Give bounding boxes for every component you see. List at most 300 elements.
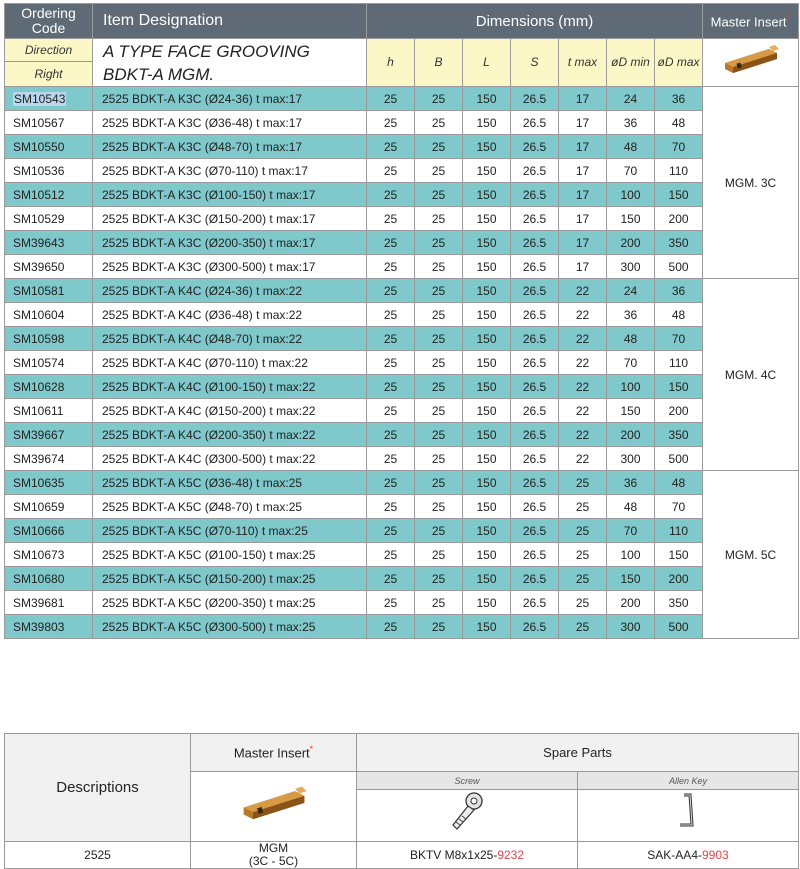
dimension-cell-dmin: 200 [607,591,655,615]
dimension-cell-h: 25 [367,591,415,615]
item-designation-cell: 2525 BDKT-A K4C (Ø24-36) t max:22 [93,279,367,303]
dimension-cell-h: 25 [367,231,415,255]
dimension-cell-t: 25 [559,495,607,519]
dimension-cell-l: 150 [463,135,511,159]
dimension-cell-b: 25 [415,327,463,351]
ordering-code-cell[interactable] [5,519,93,543]
dimension-cell-h: 25 [367,399,415,423]
ordering-code[interactable]: SM10628 [13,379,65,394]
item-designation-cell: 2525 BDKT-A K5C (Ø150-200) t max:25 [93,567,367,591]
item-designation-cell: 2525 BDKT-A K3C (Ø200-350) t max:17 [93,231,367,255]
ordering-code[interactable]: SM10581 [13,283,65,298]
dimension-cell-t: 17 [559,159,607,183]
item-designation-cell: 2525 BDKT-A K3C (Ø70-110) t max:17 [93,159,367,183]
table-row[interactable] [5,567,799,591]
dimension-cell-t: 22 [559,375,607,399]
dimension-cell-dmin: 48 [607,135,655,159]
item-designation-cell: 2525 BDKT-A K4C (Ø48-70) t max:22 [93,327,367,351]
ordering-code-cell[interactable] [5,351,93,375]
table-row[interactable] [5,471,799,495]
ordering-code-cell[interactable] [5,279,93,303]
dimension-cell-b: 25 [415,255,463,279]
dimension-cell-t: 17 [559,255,607,279]
item-type-line-1: A TYPE FACE GROOVING [103,41,310,61]
item-designation-cell: 2525 BDKT-A K3C (Ø48-70) t max:17 [93,135,367,159]
dimension-cell-s: 26.5 [511,159,559,183]
dimension-cell-l: 150 [463,471,511,495]
dimension-cell-l: 150 [463,567,511,591]
item-designation-cell: 2525 BDKT-A K5C (Ø300-500) t max:25 [93,615,367,639]
dimension-cell-dmin: 48 [607,495,655,519]
dimension-cell-s: 26.5 [511,615,559,639]
dimension-cell-h: 25 [367,351,415,375]
item-designation-cell: 2525 BDKT-A K3C (Ø150-200) t max:17 [93,207,367,231]
dimension-cell-h: 25 [367,615,415,639]
item-designation-cell: 2525 BDKT-A K4C (Ø100-150) t max:22 [93,375,367,399]
ordering-code[interactable]: SM10536 [13,163,65,178]
spare-parts-header: Spare Parts [357,734,799,772]
ordering-code-header: Ordering Code [5,4,93,39]
item-designation-cell: 2525 BDKT-A K5C (Ø100-150) t max:25 [93,543,367,567]
dimension-cell-dmin: 70 [607,159,655,183]
dimension-cell-s: 26.5 [511,351,559,375]
dimension-cell-dmax: 150 [655,543,703,567]
dimension-cell-s: 26.5 [511,399,559,423]
screw-icon [447,791,487,835]
dimension-cell-b: 25 [415,375,463,399]
dimension-cell-s: 26.5 [511,303,559,327]
table-row[interactable] [5,327,799,351]
master-insert-value-line-2: (3C - 5C) [248,854,299,868]
col-l-header: L [463,39,511,87]
dimension-cell-t: 25 [559,543,607,567]
dimension-cell-t: 22 [559,327,607,351]
ordering-code[interactable]: SM10659 [13,499,65,514]
ordering-code-cell[interactable] [5,543,93,567]
description-value: 2525 [5,842,191,869]
dimension-cell-h: 25 [367,327,415,351]
ordering-code[interactable]: SM10598 [13,331,65,346]
dimension-cell-h: 25 [367,279,415,303]
dimension-cell-b: 25 [415,447,463,471]
dimension-cell-l: 150 [463,183,511,207]
master-insert-picture [191,772,357,842]
table-row[interactable] [5,495,799,519]
dimension-cell-dmin: 200 [607,423,655,447]
dimension-cell-l: 150 [463,111,511,135]
dimension-cell-b: 25 [415,399,463,423]
dimension-cell-dmax: 150 [655,183,703,207]
table-row[interactable] [5,159,799,183]
dimension-cell-l: 150 [463,303,511,327]
dimension-cell-dmin: 48 [607,327,655,351]
dimension-cell-h: 25 [367,159,415,183]
dimension-cell-b: 25 [415,423,463,447]
dimension-cell-dmax: 70 [655,495,703,519]
dimension-cell-dmin: 70 [607,351,655,375]
allen-key-part-code: 9903 [701,847,729,862]
ordering-code[interactable]: SM10611 [13,403,64,418]
item-designation-cell: 2525 BDKT-A K4C (Ø300-500) t max:22 [93,447,367,471]
item-designation-header: Item Designation [93,4,367,39]
dimension-cell-t: 22 [559,399,607,423]
dimension-cell-b: 25 [415,615,463,639]
dimension-cell-b: 25 [415,111,463,135]
ordering-code[interactable]: SM39643 [13,235,65,250]
table-row[interactable] [5,399,799,423]
dimension-cell-dmin: 200 [607,231,655,255]
ordering-code-cell[interactable] [5,471,93,495]
item-designation-cell: 2525 BDKT-A K5C (Ø70-110) t max:25 [93,519,367,543]
screw-part-prefix: BKTV M8x1x25- [409,847,498,862]
ordering-code-cell[interactable] [5,423,93,447]
dimension-cell-s: 26.5 [511,591,559,615]
dimension-cell-dmax: 350 [655,231,703,255]
grooving-insert-icon [239,784,309,824]
dimension-cell-dmax: 350 [655,423,703,447]
dimension-cell-dmax: 70 [655,327,703,351]
screw-part-number [357,842,578,869]
dimension-cell-s: 26.5 [511,447,559,471]
dimension-cell-dmin: 300 [607,615,655,639]
screw-picture [357,790,578,842]
dimension-cell-dmin: 300 [607,255,655,279]
ordering-code-cell[interactable] [5,159,93,183]
dimension-cell-dmax: 36 [655,87,703,111]
master-insert-header-label: Master Insert [710,14,787,30]
dimension-cell-dmax: 110 [655,351,703,375]
dimension-cell-s: 26.5 [511,543,559,567]
master-insert-value [191,842,357,869]
dimension-cell-t: 22 [559,351,607,375]
ordering-code-cell[interactable] [5,591,93,615]
dimension-cell-dmax: 48 [655,111,703,135]
ordering-code-cell[interactable] [5,255,93,279]
dimension-cell-dmin: 100 [607,543,655,567]
table-row[interactable] [5,375,799,399]
dimension-cell-h: 25 [367,183,415,207]
table-row[interactable] [5,423,799,447]
dimension-cell-b: 25 [415,159,463,183]
dimension-cell-dmin: 150 [607,399,655,423]
table-row[interactable] [5,231,799,255]
allen-key-subheader: Allen Key [578,772,799,790]
ordering-code[interactable]: SM10543 [14,91,66,106]
dimension-cell-b: 25 [415,135,463,159]
direction-label: Direction [5,39,93,62]
ordering-code[interactable]: SM39803 [13,619,65,634]
ordering-code-cell[interactable] [5,135,93,159]
ordering-code[interactable]: SM10567 [13,115,65,130]
dimension-cell-h: 25 [367,471,415,495]
dimension-cell-b: 25 [415,567,463,591]
dimension-cell-l: 150 [463,447,511,471]
item-designation-cell: 2525 BDKT-A K4C (Ø36-48) t max:22 [93,303,367,327]
master-insert-group-cell: MGM. 5C [703,471,799,639]
ordering-code-cell[interactable] [5,327,93,351]
dimension-cell-dmax: 500 [655,447,703,471]
dimension-cell-dmax: 500 [655,615,703,639]
table-row[interactable] [5,303,799,327]
dimension-cell-l: 150 [463,255,511,279]
item-designation-cell: 2525 BDKT-A K4C (Ø200-350) t max:22 [93,423,367,447]
dimension-cell-l: 150 [463,231,511,255]
subheader-row [5,39,799,62]
dimension-cell-b: 25 [415,183,463,207]
ordering-code[interactable]: SM39674 [13,451,65,466]
dimension-cell-h: 25 [367,375,415,399]
dimension-cell-l: 150 [463,519,511,543]
dimension-cell-dmax: 350 [655,591,703,615]
dimension-cell-l: 150 [463,87,511,111]
master-insert-group-cell: MGM. 4C [703,279,799,471]
table-row[interactable] [5,87,799,111]
dimension-cell-h: 25 [367,207,415,231]
ordering-code-cell[interactable] [5,303,93,327]
dimension-cell-dmax: 200 [655,567,703,591]
dimension-cell-dmax: 200 [655,399,703,423]
dimension-cell-dmax: 200 [655,207,703,231]
dimension-cell-t: 25 [559,591,607,615]
grooving-insert-icon [721,43,781,77]
ordering-code-cell[interactable] [5,447,93,471]
col-dmax-header: øD max [655,39,703,87]
dimension-cell-s: 26.5 [511,375,559,399]
dimension-cell-h: 25 [367,111,415,135]
table-row[interactable] [5,183,799,207]
dimension-cell-dmin: 150 [607,567,655,591]
dimension-cell-l: 150 [463,279,511,303]
ordering-code[interactable]: SM10666 [13,523,65,538]
item-designation-cell: 2525 BDKT-A K4C (Ø150-200) t max:22 [93,399,367,423]
dimension-cell-t: 22 [559,447,607,471]
ordering-code[interactable]: SM39650 [13,259,65,274]
dimension-cell-dmin: 36 [607,471,655,495]
asterisk-mark: * [786,13,791,25]
dimension-cell-t: 17 [559,111,607,135]
ordering-code-cell[interactable] [5,183,93,207]
dimension-cell-b: 25 [415,519,463,543]
dimension-cell-s: 26.5 [511,87,559,111]
dimension-cell-t: 25 [559,471,607,495]
dimension-cell-dmax: 48 [655,471,703,495]
dimension-cell-l: 150 [463,591,511,615]
table-row[interactable] [5,519,799,543]
dimension-cell-b: 25 [415,543,463,567]
allen-key-picture [578,790,799,842]
dimension-cell-dmin: 100 [607,183,655,207]
ordering-code[interactable]: SM10604 [13,307,65,322]
dimension-cell-t: 25 [559,519,607,543]
table-row[interactable] [5,591,799,615]
dimension-cell-s: 26.5 [511,135,559,159]
dimension-cell-dmin: 70 [607,519,655,543]
item-designation-cell: 2525 BDKT-A K3C (Ø300-500) t max:17 [93,255,367,279]
item-designation-cell: 2525 BDKT-A K3C (Ø100-150) t max:17 [93,183,367,207]
dimension-cell-dmin: 300 [607,447,655,471]
dimension-cell-h: 25 [367,87,415,111]
allen-key-part-prefix: SAK-AA4- [647,847,702,862]
ordering-code-cell[interactable] [5,495,93,519]
item-type-line-2: BDKT-A MGM. [103,64,215,84]
ordering-code-cell[interactable] [5,231,93,255]
dimension-cell-s: 26.5 [511,111,559,135]
dimension-cell-dmax: 500 [655,255,703,279]
dimension-cell-t: 25 [559,615,607,639]
dimension-cell-dmax: 110 [655,519,703,543]
item-designation-cell: 2525 BDKT-A K5C (Ø36-48) t max:25 [93,471,367,495]
ordering-code[interactable]: SM10574 [13,355,65,370]
master-insert-value-line-1: MGM [258,841,289,855]
dimension-cell-h: 25 [367,135,415,159]
ordering-code-cell[interactable] [5,87,93,111]
dimension-cell-l: 150 [463,543,511,567]
table-row[interactable] [5,207,799,231]
master-insert-header [703,4,799,39]
dimension-cell-s: 26.5 [511,567,559,591]
col-b-header: B [415,39,463,87]
dimension-cell-b: 25 [415,495,463,519]
ordering-code-cell[interactable] [5,615,93,639]
item-type-title [93,39,367,87]
col-h-header: h [367,39,415,87]
master-insert-label-bottom: Master Insert [233,745,310,761]
dimension-cell-dmax: 70 [655,135,703,159]
dimension-cell-t: 17 [559,87,607,111]
master-insert-image [703,39,799,87]
spare-parts-table [4,733,799,869]
dimension-cell-h: 25 [367,567,415,591]
tool-table [4,3,799,639]
col-dmin-header: øD min [607,39,655,87]
dimension-cell-l: 150 [463,375,511,399]
dimension-cell-dmin: 100 [607,375,655,399]
allen-key-part-number [578,842,799,869]
dimension-cell-dmin: 24 [607,279,655,303]
dimension-cell-l: 150 [463,327,511,351]
dimension-cell-b: 25 [415,471,463,495]
master-insert-header-bottom [191,734,357,772]
table-row[interactable] [5,543,799,567]
ordering-code[interactable]: SM10680 [13,571,65,586]
dimension-cell-l: 150 [463,399,511,423]
dimension-cell-dmin: 36 [607,111,655,135]
dimension-cell-t: 22 [559,303,607,327]
dimension-cell-h: 25 [367,447,415,471]
table-row[interactable] [5,111,799,135]
dimension-cell-b: 25 [415,303,463,327]
dimension-cell-s: 26.5 [511,231,559,255]
dimension-cell-dmax: 150 [655,375,703,399]
ordering-code[interactable]: SM10635 [13,475,65,490]
item-designation-cell: 2525 BDKT-A K5C (Ø200-350) t max:25 [93,591,367,615]
ordering-code-cell[interactable] [5,399,93,423]
dimension-cell-b: 25 [415,279,463,303]
item-designation-cell: 2525 BDKT-A K3C (Ø36-48) t max:17 [93,111,367,135]
ordering-code[interactable]: SM39681 [13,595,65,610]
item-designation-cell: 2525 BDKT-A K3C (Ø24-36) t max:17 [93,87,367,111]
dimension-cell-s: 26.5 [511,423,559,447]
dimension-cell-dmax: 110 [655,159,703,183]
dimension-cell-b: 25 [415,351,463,375]
dimension-cell-b: 25 [415,591,463,615]
col-s-header: S [511,39,559,87]
ordering-code-cell[interactable] [5,567,93,591]
dimension-cell-s: 26.5 [511,471,559,495]
dimension-cell-t: 22 [559,423,607,447]
dimension-cell-h: 25 [367,303,415,327]
ordering-code[interactable]: SM10529 [13,211,65,226]
item-designation-cell: 2525 BDKT-A K4C (Ø70-110) t max:22 [93,351,367,375]
dimension-cell-dmin: 24 [607,87,655,111]
ordering-code-cell[interactable] [5,375,93,399]
dimension-cell-dmin: 150 [607,207,655,231]
table-row[interactable] [5,615,799,639]
dimensions-header: Dimensions (mm) [367,4,703,39]
dimension-cell-t: 17 [559,135,607,159]
dimension-cell-h: 25 [367,543,415,567]
ordering-code[interactable]: SM10673 [13,547,65,562]
table-row[interactable] [5,351,799,375]
dimension-cell-s: 26.5 [511,207,559,231]
dimension-cell-t: 17 [559,231,607,255]
right-label: Right [5,62,93,87]
header-row [5,4,799,39]
dimension-cell-b: 25 [415,87,463,111]
dimension-cell-h: 25 [367,519,415,543]
dimension-cell-dmax: 48 [655,303,703,327]
dimension-cell-h: 25 [367,423,415,447]
dimension-cell-t: 17 [559,207,607,231]
ordering-code-cell[interactable] [5,111,93,135]
ordering-code-cell[interactable] [5,207,93,231]
dimension-cell-s: 26.5 [511,495,559,519]
table-row[interactable] [5,447,799,471]
screw-part-code: 9232 [497,847,525,862]
dimension-cell-dmax: 36 [655,279,703,303]
ordering-code[interactable]: SM39667 [13,427,65,442]
dimension-cell-l: 150 [463,423,511,447]
item-designation-cell: 2525 BDKT-A K5C (Ø48-70) t max:25 [93,495,367,519]
dimension-cell-b: 25 [415,231,463,255]
table-row[interactable] [5,279,799,303]
dimension-cell-l: 150 [463,351,511,375]
dimension-cell-h: 25 [367,495,415,519]
asterisk-mark-bottom: * [309,744,314,755]
allen-key-icon [668,791,708,835]
dimension-cell-s: 26.5 [511,327,559,351]
dimension-cell-l: 150 [463,207,511,231]
master-insert-group-cell: MGM. 3C [703,87,799,279]
ordering-code[interactable]: SM10550 [13,139,65,154]
dimension-cell-s: 26.5 [511,279,559,303]
table-row[interactable] [5,255,799,279]
dimension-cell-t: 22 [559,279,607,303]
dimension-cell-b: 25 [415,207,463,231]
dimension-cell-s: 26.5 [511,255,559,279]
dimension-cell-l: 150 [463,159,511,183]
dimension-cell-l: 150 [463,615,511,639]
dimension-cell-t: 17 [559,183,607,207]
table-row[interactable] [5,135,799,159]
dimension-cell-dmin: 36 [607,303,655,327]
dimension-cell-s: 26.5 [511,519,559,543]
ordering-code[interactable]: SM10512 [13,187,65,202]
dimension-cell-l: 150 [463,495,511,519]
col-tmax-header: t max [559,39,607,87]
screw-subheader: Screw [357,772,578,790]
dimension-cell-t: 25 [559,567,607,591]
